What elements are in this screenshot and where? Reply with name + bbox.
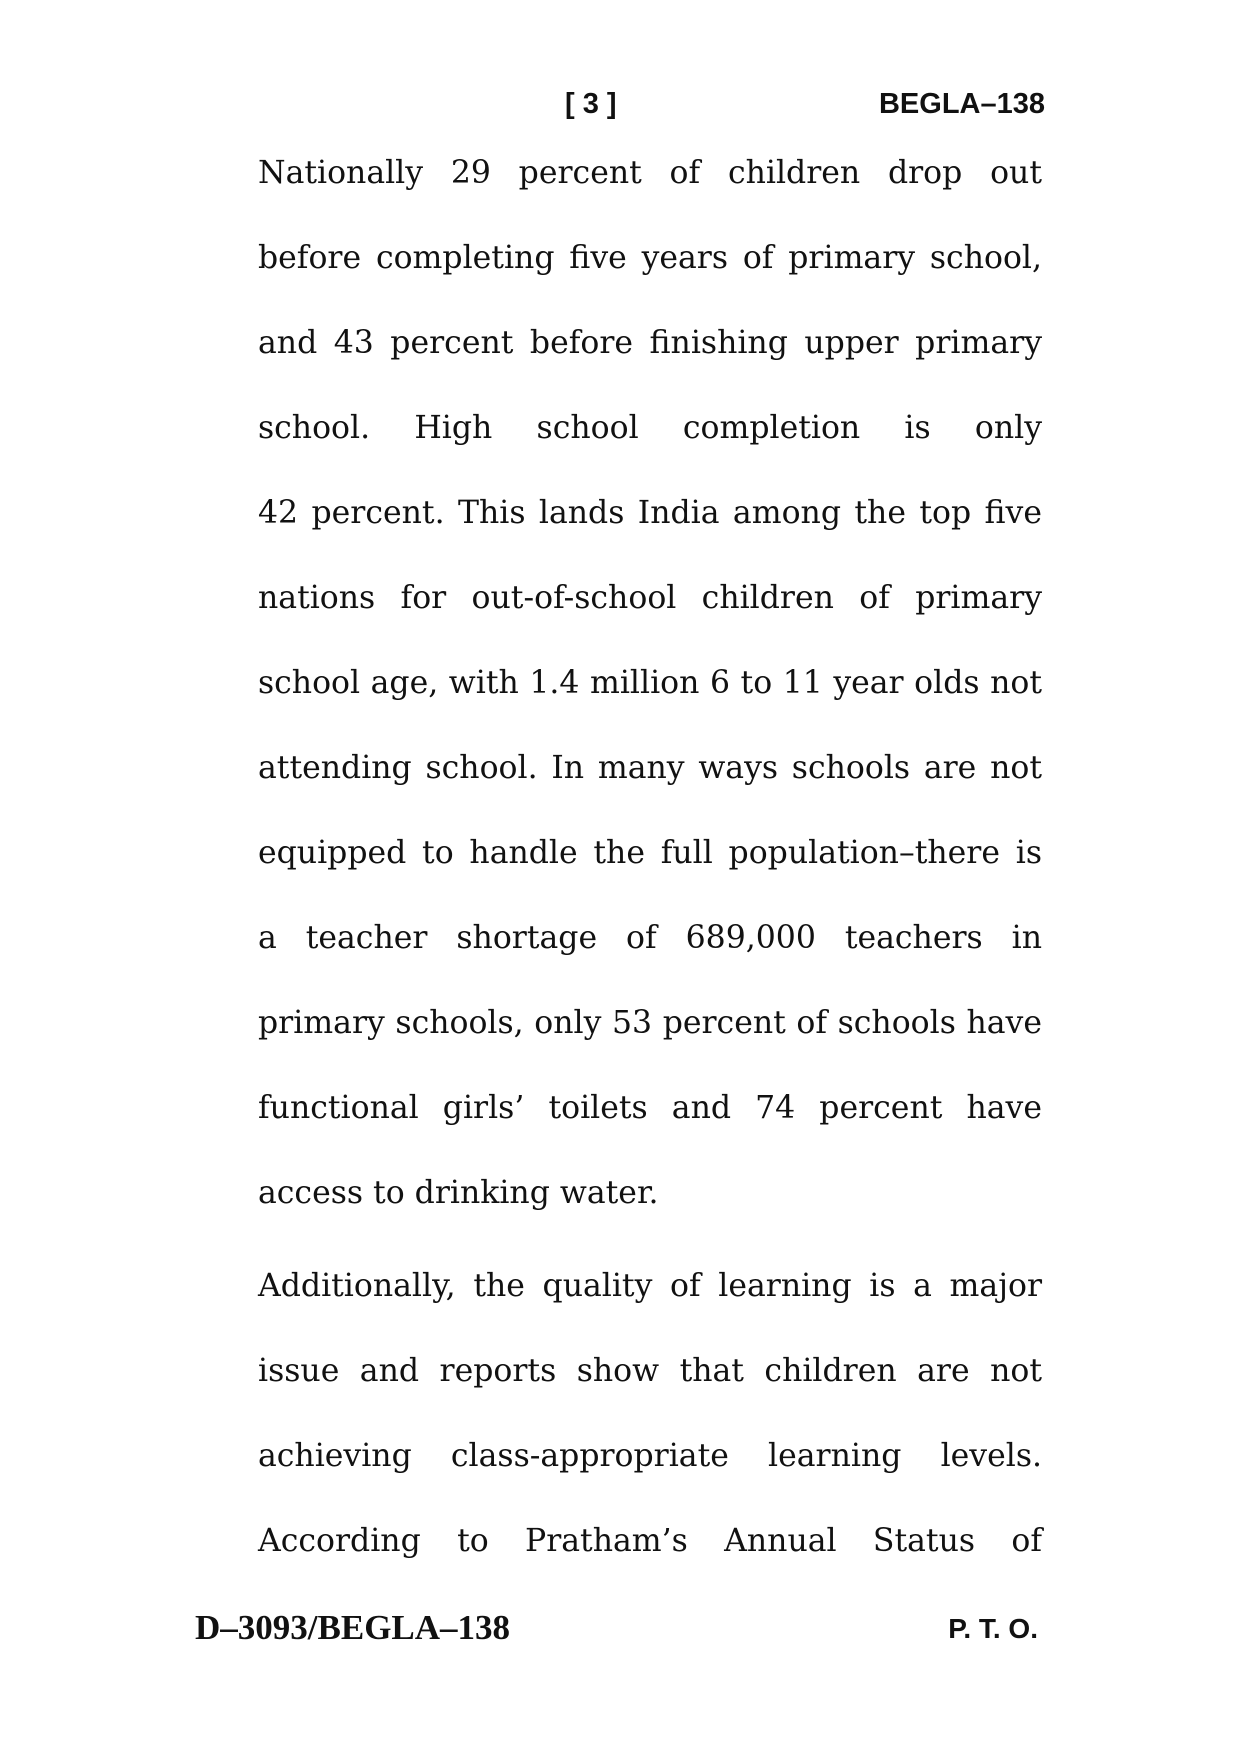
text-line: primary schools, only 53 percent of schools have bbox=[258, 1005, 1042, 1041]
text-line: According to Pratham’s Annual Status of bbox=[258, 1523, 1042, 1559]
page-number: [ 3 ] bbox=[565, 88, 617, 120]
text-line: Additionally, the quality of learning is a major bbox=[258, 1268, 1042, 1304]
header-course-code: BEGLA–138 bbox=[878, 88, 1045, 120]
text-line: equipped to handle the full population–there is bbox=[258, 835, 1042, 871]
footer-pto: P. T. O. bbox=[948, 1613, 1038, 1644]
text-line: school age, with 1.4 million 6 to 11 year olds not bbox=[258, 665, 1042, 701]
text-line: and 43 percent before finishing upper primary bbox=[258, 325, 1042, 361]
paragraph-1 bbox=[258, 156, 1042, 1261]
text-line: Nationally 29 percent of children drop out bbox=[258, 155, 1042, 191]
text-line: issue and reports show that children are not bbox=[258, 1353, 1042, 1389]
footer-paper-code: D–3093/BEGLA–138 bbox=[195, 1608, 511, 1647]
text-line: 42 percent. This lands India among the top five bbox=[258, 495, 1042, 531]
body-text bbox=[258, 156, 1042, 1609]
text-line: achieving class-appropriate learning levels. bbox=[258, 1438, 1042, 1474]
text-line: a teacher shortage of 689,000 teachers in bbox=[258, 920, 1042, 956]
text-line: school. High school completion is only bbox=[258, 410, 1042, 446]
text-line: nations for out-of-school children of primary bbox=[258, 580, 1042, 616]
paragraph-2 bbox=[258, 1269, 1042, 1609]
text-line: attending school. In many ways schools are not bbox=[258, 750, 1042, 786]
text-line: functional girls’ toilets and 74 percent have bbox=[258, 1090, 1042, 1126]
text-line: before completing five years of primary school, bbox=[258, 240, 1042, 276]
text-line: access to drinking water. bbox=[258, 1175, 659, 1211]
